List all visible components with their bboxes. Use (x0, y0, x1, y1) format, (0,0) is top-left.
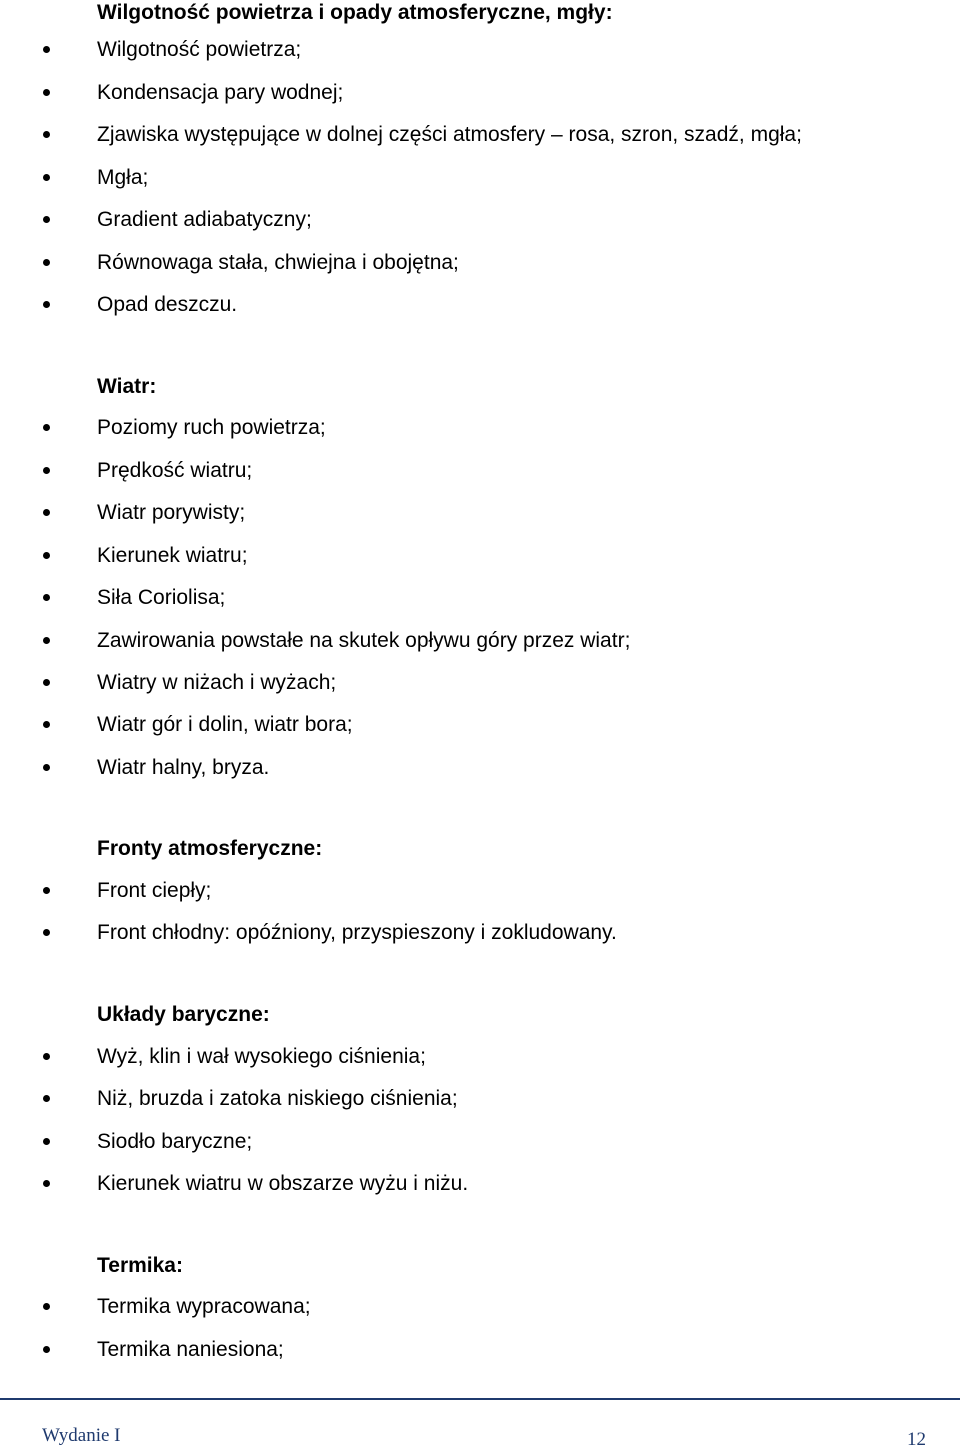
bullet-icon (43, 887, 50, 894)
list-item: Wiatr halny, bryza. (97, 756, 270, 779)
bullet-icon (43, 637, 50, 644)
list-item: Wilgotność powietrza; (97, 38, 302, 61)
bullet-icon (43, 46, 50, 53)
list-item: Front chłodny: opóźniony, przyspieszony i zokludowany. (97, 921, 617, 944)
list-item: Termika wypracowana; (97, 1295, 311, 1318)
bullet-icon (43, 216, 50, 223)
section-heading: Wilgotność powietrza i opady atmosferyczne, mgły: (97, 1, 613, 24)
bullet-icon (43, 1303, 50, 1310)
list-item: Kierunek wiatru w obszarze wyżu i niżu. (97, 1172, 469, 1195)
list-item: Siła Coriolisa; (97, 586, 226, 609)
bullet-icon (43, 1346, 50, 1353)
bullet-icon (43, 89, 50, 96)
bullet-icon (43, 259, 50, 266)
list-item: Termika naniesiona; (97, 1338, 284, 1361)
footer-edition: Wydanie I (42, 1425, 121, 1446)
bullet-icon (43, 424, 50, 431)
list-item: Gradient adiabatyczny; (97, 208, 312, 231)
list-item: Prędkość wiatru; (97, 459, 253, 482)
bullet-icon (43, 131, 50, 138)
bullet-icon (43, 552, 50, 559)
list-item: Front ciepły; (97, 879, 212, 902)
bullet-icon (43, 1180, 50, 1187)
list-item: Opad deszczu. (97, 293, 238, 316)
list-item: Zjawiska występujące w dolnej części atmosfery – rosa, szron, szadź, mgła; (97, 123, 802, 146)
section-heading: Fronty atmosferyczne: (97, 837, 323, 860)
bullet-icon (43, 679, 50, 686)
section-heading: Termika: (97, 1254, 183, 1277)
list-item: Niż, bruzda i zatoka niskiego ciśnienia; (97, 1087, 458, 1110)
bullet-icon (43, 509, 50, 516)
list-item: Wiatr gór i dolin, wiatr bora; (97, 713, 353, 736)
list-item: Kierunek wiatru; (97, 544, 248, 567)
list-item: Wyż, klin i wał wysokiego ciśnienia; (97, 1045, 426, 1068)
list-item: Zawirowania powstałe na skutek opływu góry przez wiatr; (97, 629, 631, 652)
bullet-icon (43, 721, 50, 728)
list-item: Kondensacja pary wodnej; (97, 81, 344, 104)
bullet-icon (43, 174, 50, 181)
bullet-icon (43, 1095, 50, 1102)
bullet-icon (43, 764, 50, 771)
bullet-icon (43, 301, 50, 308)
list-item: Mgła; (97, 166, 149, 189)
list-item: Wiatry w niżach i wyżach; (97, 671, 337, 694)
list-item: Równowaga stała, chwiejna i obojętna; (97, 251, 459, 274)
page-number: 12 (907, 1429, 926, 1450)
section-heading: Wiatr: (97, 375, 157, 398)
bullet-icon (43, 1138, 50, 1145)
footer-divider (0, 1398, 960, 1400)
list-item: Wiatr porywisty; (97, 501, 246, 524)
list-item: Siodło baryczne; (97, 1130, 253, 1153)
list-item: Poziomy ruch powietrza; (97, 416, 326, 439)
bullet-icon (43, 929, 50, 936)
bullet-icon (43, 467, 50, 474)
bullet-icon (43, 594, 50, 601)
bullet-icon (43, 1053, 50, 1060)
section-heading: Układy baryczne: (97, 1003, 270, 1026)
